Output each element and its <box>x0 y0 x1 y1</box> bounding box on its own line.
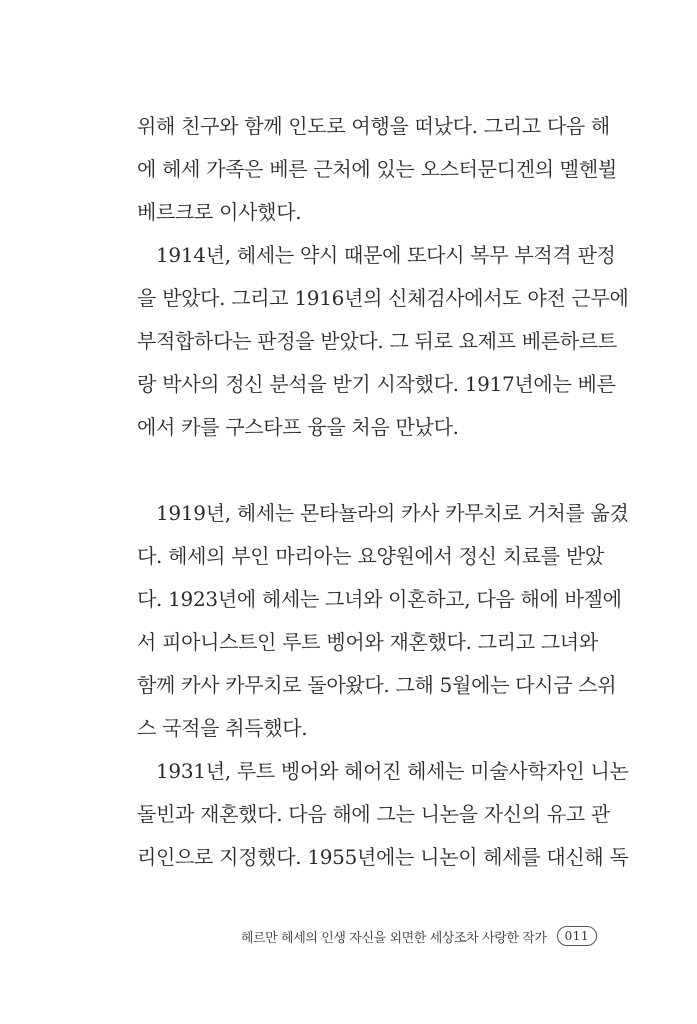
text-line: 에서 카를 구스타프 융을 처음 만났다. <box>137 415 459 439</box>
text-line: 스 국적을 취득했다. <box>137 716 308 740</box>
text-line: 다. 헤세의 부인 마리아는 요양원에서 정신 치료를 받았 <box>137 544 604 568</box>
page-number: 011 <box>557 926 597 946</box>
text-line: 함께 카사 카무치로 돌아왔다. 그해 5월에는 다시금 스위 <box>137 673 617 697</box>
text-line: 다. 1923년에 헤세는 그녀와 이혼하고, 다음 해에 바젤에 <box>137 587 622 611</box>
running-title: 헤르만 헤세의 인생 자신을 외면한 세상조차 사랑한 작가 <box>240 930 547 946</box>
text-line: 베르크로 이사했다. <box>137 200 302 224</box>
text-line: 서 피아니스트인 루트 벵어와 재혼했다. 그리고 그녀와 <box>137 630 598 654</box>
text-line: 부적합하다는 판정을 받았다. 그 뒤로 요제프 베른하르트 <box>137 329 617 353</box>
paragraph-first-line: 1919년, 헤세는 몬타뇰라의 카사 카무치로 거처를 옮겼 <box>156 501 629 525</box>
paragraph-first-line: 1914년, 헤세는 약시 때문에 또다시 복무 부적격 판정 <box>156 243 616 267</box>
page-footer <box>240 924 597 948</box>
text-line: 리인으로 지정했다. 1955년에는 니논이 헤세를 대신해 독 <box>137 845 629 869</box>
text-line: 돌빈과 재혼했다. 다음 해에 그는 니논을 자신의 유고 관 <box>137 802 610 826</box>
paragraph-first-line: 1931년, 루트 벵어와 헤어진 헤세는 미술사학자인 니논 <box>156 759 629 783</box>
text-line: 랑 박사의 정신 분석을 받기 시작했다. 1917년에는 베른 <box>137 372 616 396</box>
text-line: 위해 친구와 함께 인도로 여행을 떠났다. 그리고 다음 해 <box>137 114 610 138</box>
text-line: 을 받았다. 그리고 1916년의 신체검사에서도 야전 근무에 <box>137 286 629 310</box>
text-line: 에 헤세 가족은 베른 근처에 있는 오스터문디겐의 멜헨뷜 <box>137 157 617 181</box>
